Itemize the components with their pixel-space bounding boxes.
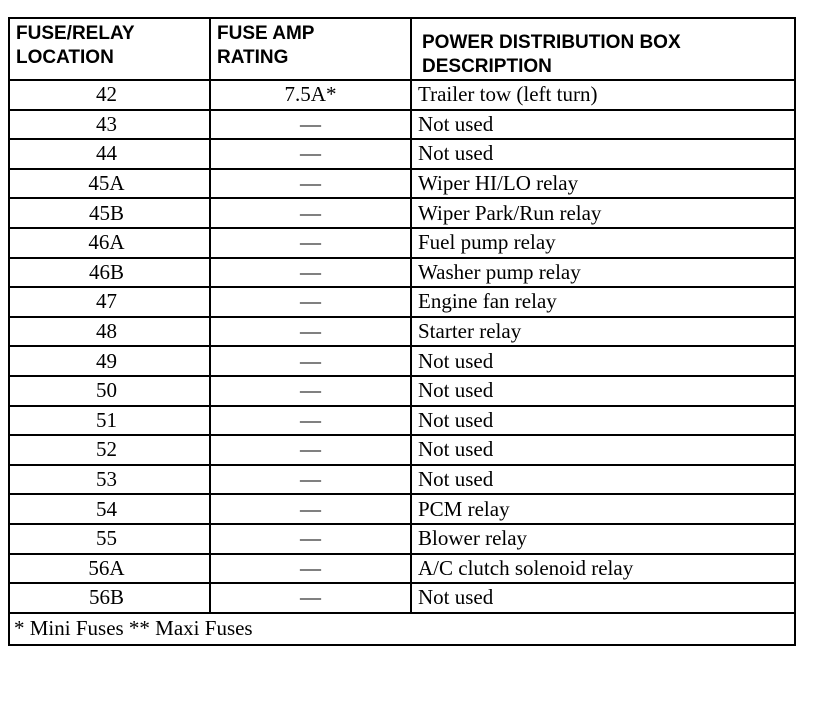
cell-description: Engine fan relay [411,287,795,317]
table-row [9,287,795,317]
header-description-label: POWER DISTRIBUTION BOX DESCRIPTION [422,32,681,77]
cell-location: 45A [9,169,210,199]
cell-description: Not used [411,406,795,436]
cell-rating: — [210,406,411,436]
footnote-row [9,613,795,645]
table-row [9,110,795,140]
cell-rating: 7.5A* [210,80,411,110]
cell-description: Not used [411,583,795,613]
table-row [9,80,795,110]
table-row [9,376,795,406]
cell-location: 56B [9,583,210,613]
table-row [9,494,795,524]
cell-location: 53 [9,465,210,495]
table-row [9,346,795,376]
table-row [9,198,795,228]
cell-description: Not used [411,346,795,376]
cell-description: Wiper Park/Run relay [411,198,795,228]
cell-description: Fuel pump relay [411,228,795,258]
cell-rating: — [210,258,411,288]
cell-location: 42 [9,80,210,110]
cell-location: 54 [9,494,210,524]
table-row [9,524,795,554]
table-row [9,465,795,495]
cell-location: 55 [9,524,210,554]
cell-description: Washer pump relay [411,258,795,288]
cell-description: Not used [411,139,795,169]
table-row [9,317,795,347]
cell-location: 56A [9,554,210,584]
cell-location: 46A [9,228,210,258]
cell-rating: — [210,465,411,495]
header-description [411,18,795,80]
cell-rating: — [210,169,411,199]
cell-rating: — [210,554,411,584]
cell-rating: — [210,317,411,347]
cell-rating: — [210,139,411,169]
cell-description: Starter relay [411,317,795,347]
cell-rating: — [210,524,411,554]
table-row [9,139,795,169]
cell-location: 46B [9,258,210,288]
table-row [9,258,795,288]
cell-location: 51 [9,406,210,436]
cell-description: Not used [411,435,795,465]
cell-location: 50 [9,376,210,406]
cell-location: 45B [9,198,210,228]
cell-description: PCM relay [411,494,795,524]
cell-rating: — [210,287,411,317]
cell-description: A/C clutch solenoid relay [411,554,795,584]
cell-rating: — [210,228,411,258]
cell-location: 44 [9,139,210,169]
table-row [9,228,795,258]
cell-location: 49 [9,346,210,376]
table-row [9,583,795,613]
header-rating-label: FUSE AMP RATING [217,23,315,68]
cell-description: Wiper HI/LO relay [411,169,795,199]
table-row [9,554,795,584]
cell-rating: — [210,435,411,465]
footnote: * Mini Fuses ** Maxi Fuses [9,613,795,645]
cell-description: Not used [411,465,795,495]
header-location [9,18,210,80]
cell-description: Not used [411,110,795,140]
cell-rating: — [210,110,411,140]
cell-description: Not used [411,376,795,406]
cell-location: 48 [9,317,210,347]
cell-location: 52 [9,435,210,465]
table-row [9,406,795,436]
cell-rating: — [210,376,411,406]
cell-location: 47 [9,287,210,317]
table-row [9,169,795,199]
cell-description: Trailer tow (left turn) [411,80,795,110]
header-rating [210,18,411,80]
cell-description: Blower relay [411,524,795,554]
fuse-relay-table [8,17,796,646]
header-row [9,18,795,80]
cell-location: 43 [9,110,210,140]
table-row [9,435,795,465]
cell-rating: — [210,198,411,228]
header-location-label: FUSE/RELAY LOCATION [16,23,135,68]
cell-rating: — [210,494,411,524]
cell-rating: — [210,346,411,376]
cell-rating: — [210,583,411,613]
